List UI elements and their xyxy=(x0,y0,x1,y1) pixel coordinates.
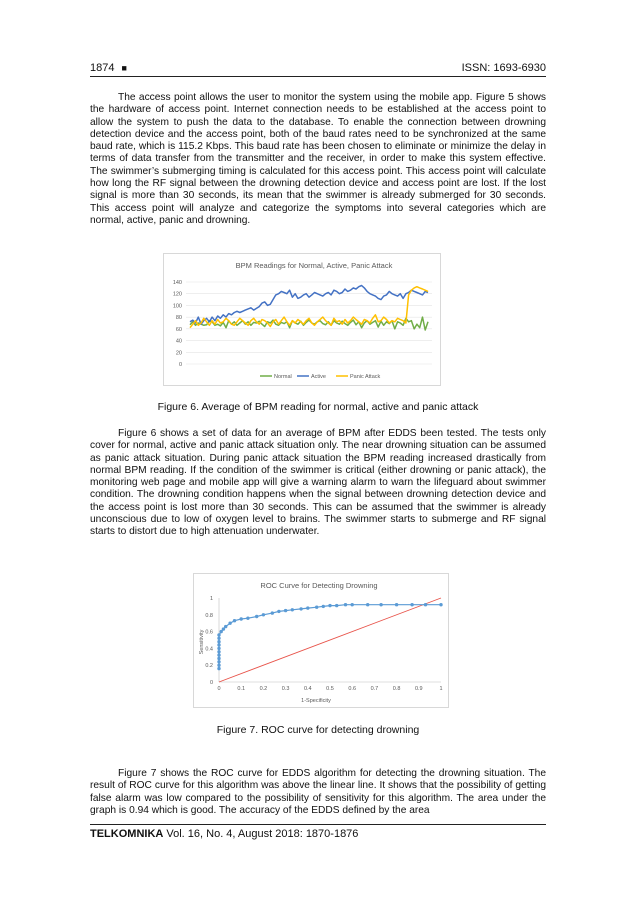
roc-point xyxy=(379,603,382,606)
roc-point xyxy=(222,627,225,630)
roc-point xyxy=(246,617,249,620)
figure-6-bpm-chart xyxy=(163,253,441,386)
x-axis-label: 1-Specificity xyxy=(301,698,331,704)
y-tick-label: 1 xyxy=(209,596,213,602)
y-tick-label: 120 xyxy=(172,291,182,298)
series-line-panic-attack xyxy=(190,287,428,328)
x-tick-label: 0.2 xyxy=(259,686,268,692)
roc-point xyxy=(328,604,331,607)
roc-point xyxy=(335,604,338,607)
paragraph-access-point xyxy=(90,92,546,227)
roc-point xyxy=(217,660,220,663)
roc-point xyxy=(217,650,220,653)
roc-point xyxy=(439,603,442,606)
roc-point xyxy=(306,606,309,609)
x-tick-label: 0.5 xyxy=(326,686,334,692)
roc-point xyxy=(224,625,227,628)
roc-point xyxy=(217,664,220,667)
roc-point xyxy=(424,603,427,606)
y-tick-label: 140 xyxy=(172,280,182,286)
roc-point xyxy=(217,637,220,640)
roc-chart-svg xyxy=(194,574,448,707)
roc-point xyxy=(217,653,220,656)
roc-point xyxy=(366,603,369,606)
issn: ISSN: 1693-6930 xyxy=(461,62,546,74)
legend-label: Active xyxy=(311,374,326,380)
x-tick-label: 1 xyxy=(439,686,443,692)
journal-name: TELKOMNIKA xyxy=(90,828,164,840)
roc-point xyxy=(262,613,265,616)
roc-point xyxy=(322,605,325,608)
roc-point xyxy=(277,610,280,613)
roc-point xyxy=(395,603,398,606)
y-tick-label: 20 xyxy=(175,350,182,357)
y-tick-label: 80 xyxy=(175,315,182,322)
paragraph-text: Figure 7 shows the ROC curve for EDDS algorithm for detecting the drowning situation. The result of ROC curve for this algorithm was above the linear line. It shows that the possibility of getting false alarm was low compared to the possibility of sensitivity for this algorithm. The area under the graph is 0.94 which is good. The accuracy of the EDDS defined by the area xyxy=(90,768,546,816)
footer-rule xyxy=(90,824,546,825)
y-tick-label: 0 xyxy=(209,680,213,686)
diagonal-reference-line xyxy=(219,598,441,682)
y-axis-label: Sensitivity xyxy=(199,629,205,655)
bpm-chart-svg xyxy=(164,254,440,385)
y-tick-label: 60 xyxy=(175,326,182,333)
roc-point xyxy=(315,606,318,609)
roc-point xyxy=(351,603,354,606)
paragraph-figure-7 xyxy=(90,768,546,817)
page-header xyxy=(90,62,546,74)
x-tick-label: 0 xyxy=(217,686,221,692)
x-tick-label: 0.7 xyxy=(370,686,379,692)
legend-label: Panic Attack xyxy=(350,374,381,380)
roc-point xyxy=(271,611,274,614)
chart-title: ROC Curve for Detecting Drowning xyxy=(260,581,378,590)
roc-point xyxy=(291,608,294,611)
y-tick-label: 0.2 xyxy=(205,663,213,670)
roc-point xyxy=(344,603,347,606)
roc-point xyxy=(284,609,287,612)
x-tick-label: 0.1 xyxy=(237,686,246,692)
y-tick-label: 0.8 xyxy=(205,612,213,619)
roc-point xyxy=(217,640,220,643)
roc-point xyxy=(233,619,236,622)
x-tick-label: 0.3 xyxy=(281,686,290,692)
y-tick-label: 0.4 xyxy=(205,646,213,653)
page-number: 1874 xyxy=(90,62,115,74)
figure-7-roc-chart xyxy=(193,573,449,708)
roc-curve-line xyxy=(219,605,441,669)
figure-6-caption: Figure 6. Average of BPM reading for normal, active and panic attack xyxy=(157,401,479,413)
y-tick-label: 40 xyxy=(175,338,182,345)
chart-title: BPM Readings for Normal, Active, Panic Attack xyxy=(235,261,393,270)
roc-point xyxy=(217,647,220,650)
x-tick-label: 0.8 xyxy=(392,686,401,692)
roc-point xyxy=(217,667,220,670)
page-footer xyxy=(90,828,358,840)
journal-details: Vol. 16, No. 4, August 2018: 1870-1876 xyxy=(163,828,359,840)
page-number-group xyxy=(90,62,127,74)
legend-label: Normal xyxy=(274,374,292,380)
roc-point xyxy=(228,622,231,625)
header-marker: ■ xyxy=(121,63,127,73)
x-tick-label: 0.4 xyxy=(303,686,312,692)
roc-point xyxy=(217,633,220,636)
roc-point xyxy=(299,607,302,610)
x-tick-label: 0.9 xyxy=(414,686,423,692)
y-tick-label: 0.6 xyxy=(205,629,213,636)
roc-point xyxy=(217,657,220,660)
roc-point xyxy=(217,643,220,646)
paragraph-text: The access point allows the user to monitor the system using the mobile app. Figure 5 shows the hardware of access point. Internet connection needs to be established at the access point to allow the system to push the data to the database. To enable the connection between drowning detection device and the access point, both of the baud rates need to be synchronized at the same baud rate, which is 115.2 Kbps. This baud rate has been chosen to eliminate or minimize the delay in terms of data transfer from the transmitter and the receiver, in order to make this system effective. The swimmer’s submerging timing is calculated for this access point. This access point will calculate how long the RF signal between the drowning detection device and access point are lost. If the lost signal is more than 30 seconds, its mean that the swimmer is already submerged for 30 seconds. This access point will analyze and categorize the symptoms into several categories which are normal, active, panic and drowning. xyxy=(90,92,546,226)
header-rule xyxy=(90,76,546,77)
y-tick-label: 100 xyxy=(172,303,182,310)
roc-point xyxy=(410,603,413,606)
x-tick-label: 0.6 xyxy=(348,686,357,692)
y-tick-label: 0 xyxy=(178,362,182,368)
paragraph-text: Figure 6 shows a set of data for an average of BPM after EDDS been tested. The tests only cover for normal, active and panic attack situation only. The near drowning situation can be assumed as panic attack situation. During panic attack situation the BPM reading increased drastically from normal BPM reading. If the condition of the swimmer is critical (either drowning or panic attack), the monitoring web page and mobile app will give a warning alarm to warn the lifeguard about swimmer condition. The drowning condition happens when the signal between drowning detection device and the access point is lost more than 30 seconds. This can be assumed that the swimmer is already unconscious due to low of oxygen level to brains. The swimmer starts to submerge and RF signal starts to distort due to high attenuation underwater. xyxy=(90,428,546,538)
roc-point xyxy=(240,617,243,620)
roc-point xyxy=(255,615,258,618)
figure-7-caption: Figure 7. ROC curve for detecting drowning xyxy=(216,724,420,736)
paragraph-figure-6 xyxy=(90,428,546,539)
